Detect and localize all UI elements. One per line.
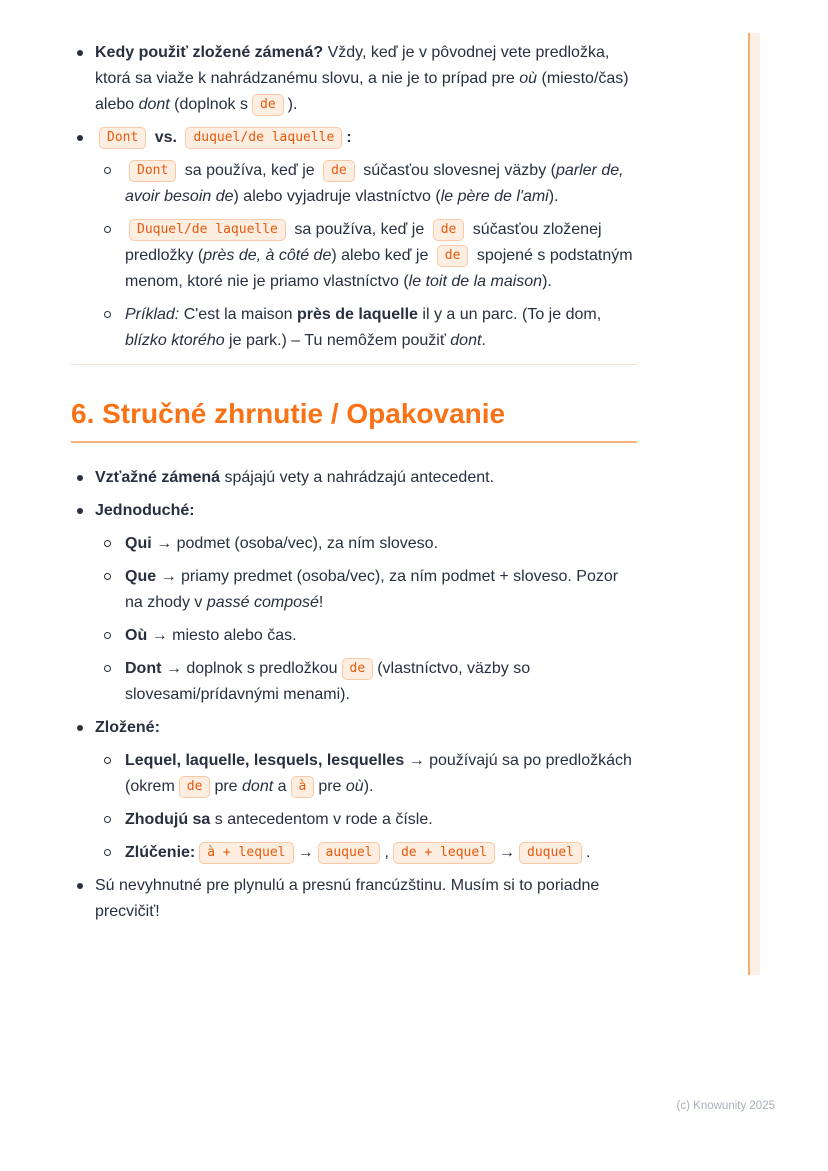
item-text: Que → priamy predmet (osoba/vec), za ním podmet + sloveso. Pozor na zhody v passé composé! <box>125 568 619 611</box>
sublist <box>95 531 637 708</box>
item-text: Zlúčenie: à + lequel → auquel , de + lequel → duquel . <box>125 840 637 866</box>
usage-rules-list <box>71 40 637 354</box>
item-text: Lequel, laquelle, lesquels, lesquelles → používajú sa po predložkách (okrem de pre dont a à pre où). <box>125 748 637 800</box>
item-text: Jednoduché: <box>95 502 195 519</box>
item-text: Dont sa používa, keď je de súčasťou slovesnej väzby (parler de, avoir besoin de) alebo vyjadruje vlastníctvo (le père de l'ami). <box>125 162 624 205</box>
list-item <box>95 748 637 800</box>
list-item <box>71 715 637 866</box>
copyright-footer: (c) Knowunity 2025 <box>676 1100 775 1112</box>
item-text: Zhodujú sa s antecedentom v rode a čísle. <box>125 811 433 828</box>
item-text: Sú nevyhnutné pre plynulú a presnú francúzštinu. Musím si to poriadne precvičiť! <box>95 877 600 920</box>
section-divider <box>71 364 637 365</box>
list-item <box>71 873 637 925</box>
item-text: Vzťažné zámená spájajú vety a nahrádzajú antecedent. <box>95 469 495 486</box>
item-text: Dont vs. duquel/de laquelle : <box>95 125 637 151</box>
list-item <box>95 531 637 557</box>
summary-list <box>71 465 637 925</box>
sublist <box>95 158 637 354</box>
list-item <box>95 302 637 354</box>
item-text: Dont → doplnok s predložkou de (vlastníctvo, väzby so slovesami/prídavnými menami). <box>125 660 531 703</box>
list-item <box>95 158 637 210</box>
sublist <box>95 748 637 866</box>
list-item <box>95 807 637 833</box>
list-item <box>95 656 637 708</box>
list-item <box>71 125 637 354</box>
list-item <box>95 217 637 295</box>
list-item <box>71 498 637 708</box>
item-text: Kedy použiť zložené zámená? Vždy, keď je v pôvodnej vete predložka, ktorá sa viaže k nahrádzanému slovu, a nie je to prípad pre où (miesto/čas) alebo dont (doplnok s de ). <box>95 40 637 118</box>
item-text: Príklad: C'est la maison près de laquelle il y a un parc. (To je dom, blízko ktorého je park.) – Tu nemôžem použiť dont. <box>125 306 602 349</box>
document-content <box>71 40 637 932</box>
list-item <box>95 623 637 649</box>
list-item <box>71 40 637 118</box>
item-text: Duquel/de laquelle sa používa, keď je de súčasťou zloženej predložky (près de, à côté de) alebo keď je de spojené s podstatným menom, ktoré nie je priamo vlastníctvo (le toit de la maison). <box>125 221 633 290</box>
list-item <box>71 465 637 491</box>
list-item <box>95 840 637 866</box>
side-accent-strip <box>748 33 760 975</box>
summary-heading: 6. Stručné zhrnutie / Opakovanie <box>71 397 637 443</box>
item-text: Zložené: <box>95 719 160 736</box>
item-text: Où → miesto alebo čas. <box>125 627 297 644</box>
list-item <box>95 564 637 616</box>
item-text: Qui → podmet (osoba/vec), za ním sloveso. <box>125 535 439 552</box>
